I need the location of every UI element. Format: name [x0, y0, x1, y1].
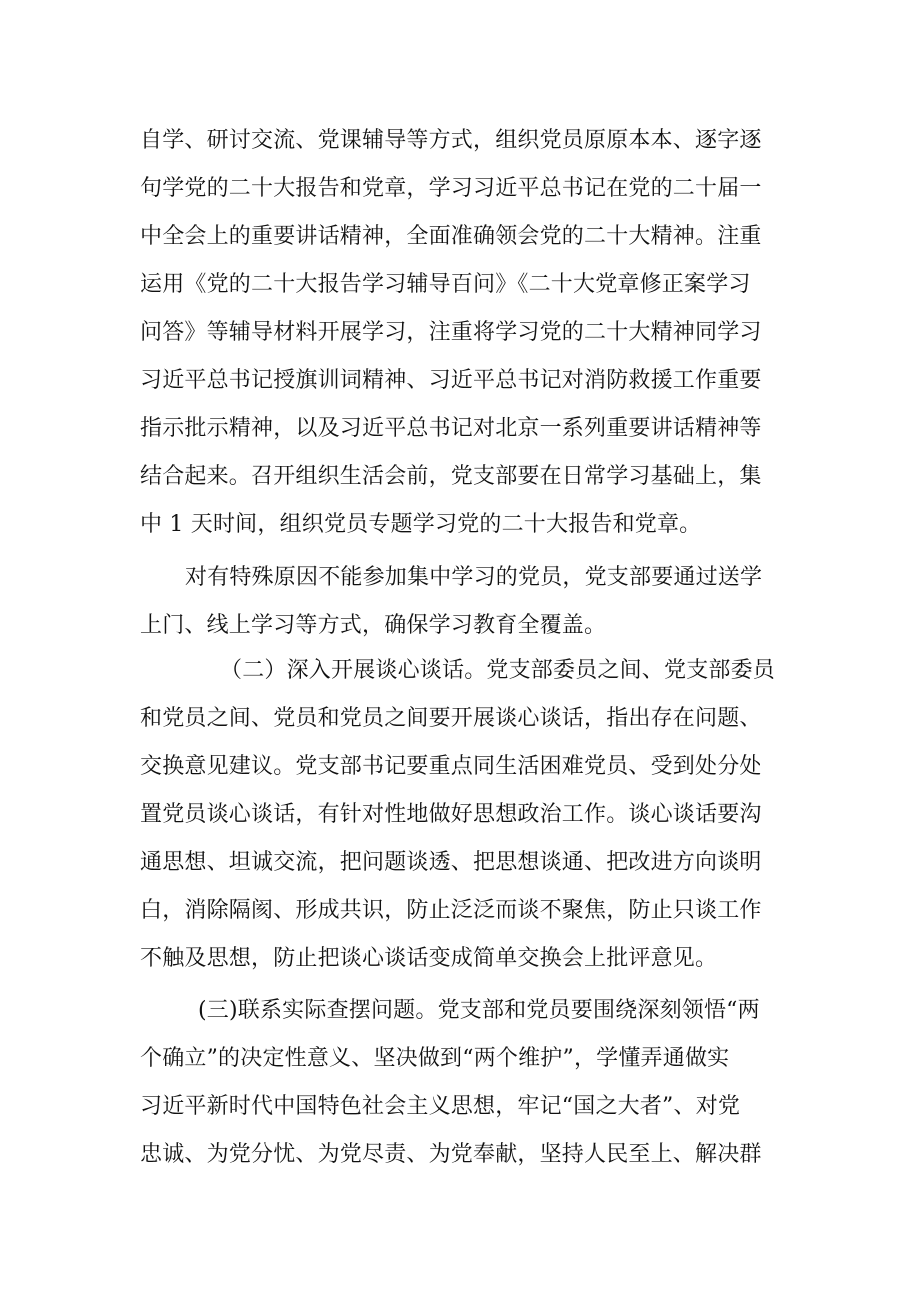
text-line: 习近平新时代中国特色社会主义思想，牢记“国之大者”、对党 [140, 1094, 741, 1119]
section-heading-line: (三)联系实际查摆问题。党支部和党员要围绕深刻领悟“两 [198, 998, 760, 1023]
text-line: 中全会上的重要讲话精神，全面准确领会党的二十大精神。注重 [140, 224, 762, 249]
text-line: 中 1 天时间，组织党员专题学习党的二十大报告和党章。 [140, 512, 702, 537]
paragraph-start-line: 对有特殊原因不能参加集中学习的党员，党支部要通过送学 [185, 565, 763, 590]
text-line: 交换意见建议。党支部书记要重点同生活困难党员、受到处分处 [140, 754, 762, 779]
text-line: 问答》等辅导材料开展学习，注重将学习党的二十大精神同学习 [140, 320, 762, 345]
text-line: 句学党的二十大报告和党章，学习习近平总书记在党的二十届一 [140, 176, 762, 201]
text-line: 忠诚、为党分忧、为党尽责、为党奉献，坚持人民至上、解决群 [140, 1142, 762, 1167]
text-line: 习近平总书记授旗训词精神、习近平总书记对消防救援工作重要 [140, 368, 762, 393]
text-line: 指示批示精神，以及习近平总书记对北京一系列重要讲话精神等 [140, 416, 762, 441]
text-line: 通思想、坦诚交流，把问题谈透、把思想谈通、把改进方向谈明 [140, 850, 762, 875]
text-line: 个确立”的决定性意义、坚决做到“两个维护”，学懂弄通做实 [140, 1046, 730, 1071]
text-line: 和党员之间、党员和党员之间要开展谈心谈话，指出存在问题、 [140, 706, 762, 731]
text-line: 不触及思想，防止把谈心谈话变成简单交换会上批评意见。 [140, 946, 718, 971]
text-line: 上门、线上学习等方式，确保学习教育全覆盖。 [140, 613, 607, 638]
section-heading-line: （二）深入开展谈心谈话。党支部委员之间、党支部委员 [220, 658, 776, 683]
text-line: 置党员谈心谈话，有针对性地做好思想政治工作。谈心谈话要沟 [140, 802, 762, 827]
text-line: 结合起来。召开组织生活会前，党支部要在日常学习基础上，集 [140, 464, 762, 489]
text-line: 运用《党的二十大报告学习辅导百问》《二十大党章修正案学习 [140, 272, 751, 297]
text-line: 自学、研讨交流、党课辅导等方式，组织党员原原本本、逐字逐 [140, 128, 762, 153]
text-line: 白，消除隔阂、形成共识，防止泛泛而谈不聚焦，防止只谈工作 [140, 898, 762, 923]
